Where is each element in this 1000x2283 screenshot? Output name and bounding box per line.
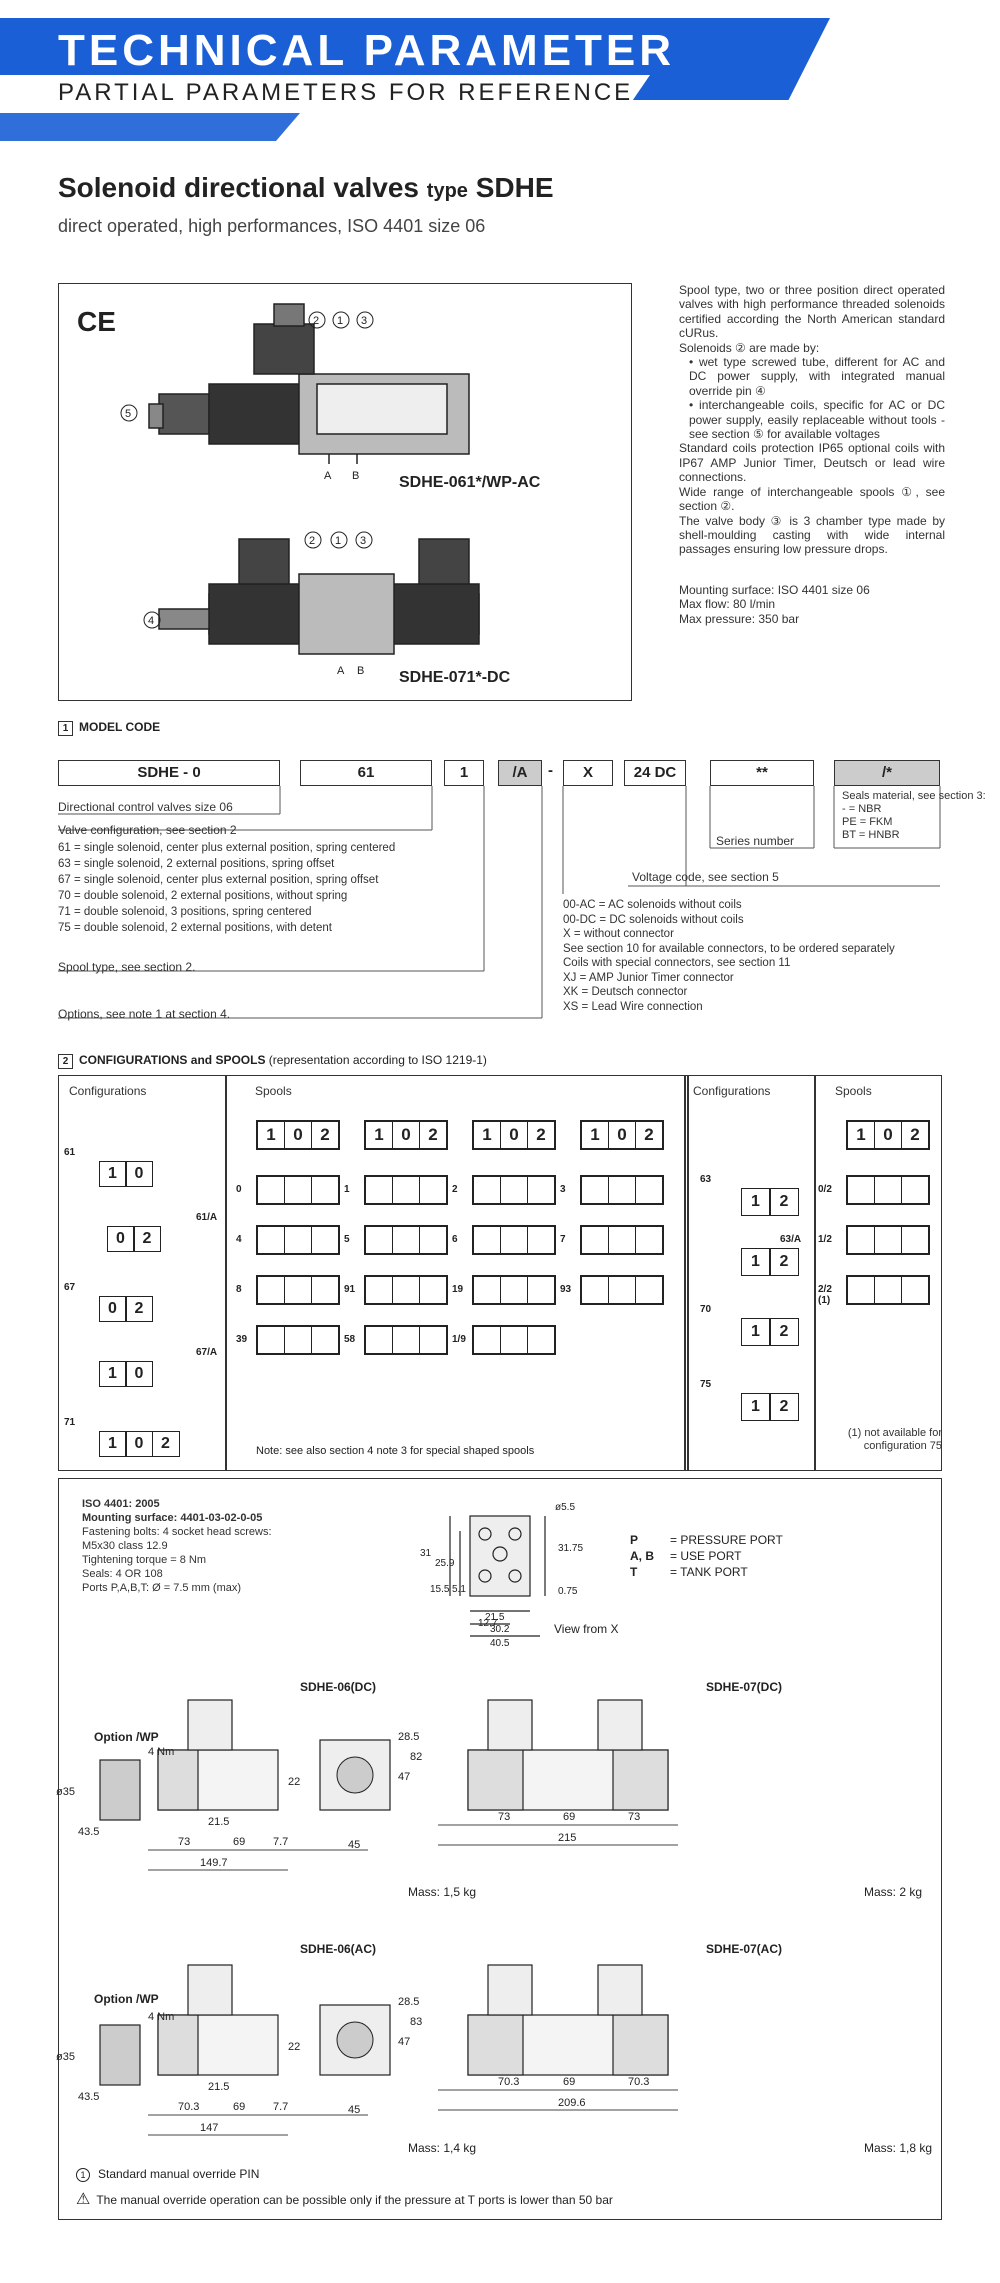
dimension-value: 73 <box>628 1811 641 1823</box>
spool-symbol <box>472 1225 556 1255</box>
drawing-outline <box>613 2015 668 2075</box>
svg-text:A: A <box>337 665 345 677</box>
spool-id: 4 <box>236 1234 242 1245</box>
spool-symbol <box>472 1275 556 1305</box>
dimension-value: 45 <box>348 1839 361 1851</box>
drawing-outline <box>100 2025 140 2085</box>
config-symbol <box>100 1361 153 1387</box>
code-cell-seals: /* <box>834 760 940 786</box>
spool-id: 1 <box>344 1184 350 1195</box>
config-symbol <box>742 1188 799 1216</box>
callout-2: 2 <box>313 315 320 327</box>
config-position: 2 <box>133 1226 161 1252</box>
view-from-x: View from X <box>554 1622 619 1636</box>
desc-p1: Spool type, two or three position direct operated valves with high performance threaded solenoids certified according the North American standard cURus. <box>679 283 945 341</box>
banner-shadow <box>0 113 300 141</box>
spool-id: 7 <box>560 1234 566 1245</box>
spool-symbol <box>846 1175 930 1205</box>
config-position: 2 <box>769 1318 799 1346</box>
desc-p3: Standard coils protection IP65 optional coils with IP67 AMP Junior Timer, Deutsch or lead wire connections. <box>679 441 945 485</box>
note-size: Directional control valves size 06 <box>58 800 233 814</box>
drawing-outline <box>613 1750 668 1810</box>
drawing-outline <box>468 2015 523 2075</box>
dimension-value: 73 <box>178 1836 191 1848</box>
config-position: 0 <box>125 1361 153 1387</box>
spool-symbol <box>256 1175 340 1205</box>
dimension-value: 69 <box>563 1811 576 1823</box>
figure-label-top: SDHE-061*/WP-AC <box>399 474 541 491</box>
dimension-value: 47 <box>398 1771 411 1783</box>
note-valve-config: Valve configuration, see section 2 <box>58 823 237 837</box>
desc-flow: Max flow: 80 l/min <box>679 597 776 612</box>
svg-text:3: 3 <box>360 535 367 547</box>
dimension-value: ø35 <box>56 1786 75 1798</box>
mass-06-ac: Mass: 1,4 kg <box>408 2141 477 2155</box>
code-cell-config: 61 <box>300 760 432 786</box>
col-configurations-left: Configurations <box>69 1084 147 1098</box>
svg-text:B: B <box>357 665 365 677</box>
dimension-value: ø5.5 <box>555 1502 576 1513</box>
mass-07-ac: Mass: 1,8 kg <box>864 2141 933 2155</box>
ce-mark: CE <box>77 306 116 337</box>
spool-id: 1/2 <box>818 1234 832 1245</box>
config-symbol <box>100 1296 153 1322</box>
spool-symbol <box>256 1325 340 1355</box>
dimension-value: 31 <box>420 1548 432 1559</box>
config-position: 1 <box>99 1431 127 1457</box>
dimension-value: 21.5 <box>485 1612 505 1623</box>
dimension-value: ø35 <box>56 2051 75 2063</box>
spool-id: 19 <box>452 1284 464 1295</box>
desc-mounting: Mounting surface: ISO 4401 size 06 <box>679 582 870 597</box>
dimension-value: 69 <box>233 1836 246 1848</box>
dimension-value: 21.5 <box>208 2081 230 2093</box>
spool-header-symbol: 1 0 2 <box>472 1120 556 1150</box>
svg-text:2: 2 <box>309 535 316 547</box>
config-position: 1 <box>741 1318 771 1346</box>
spool-id: 39 <box>236 1334 248 1345</box>
dimension-value: 209.6 <box>558 2097 586 2109</box>
dimension-value: 43.5 <box>78 1826 100 1838</box>
dimension-value: 31.75 <box>558 1543 584 1554</box>
spool-header-symbol: 1 0 2 <box>846 1120 930 1150</box>
svg-text:B: B <box>352 470 360 482</box>
col-spools-left: Spools <box>255 1084 292 1098</box>
config-symbol <box>100 1161 153 1187</box>
config-symbol <box>742 1318 799 1346</box>
dimension-value: 25.9 <box>435 1558 455 1569</box>
svg-text:1: 1 <box>335 535 342 547</box>
desc-p2: Solenoids ② are made by: <box>679 340 820 355</box>
callout-1: 1 <box>337 315 344 327</box>
spool-header-symbol: 1 0 2 <box>364 1120 448 1150</box>
config-position: 0 <box>125 1431 153 1457</box>
col-configurations-right: Configurations <box>693 1084 771 1098</box>
dimension-value: 82 <box>410 1751 423 1763</box>
dimension-value: 5.1 <box>452 1584 466 1595</box>
spool-symbol <box>580 1175 664 1205</box>
drawing-outline <box>158 2015 198 2075</box>
spool-id: 93 <box>560 1284 572 1295</box>
dimension-value: 15.5 <box>430 1584 450 1595</box>
dimension-value: 149.7 <box>200 1857 228 1869</box>
spool-header-symbol: 1 0 2 <box>256 1120 340 1150</box>
mass-06-dc: Mass: 1,5 kg <box>408 1885 477 1899</box>
dimension-value: 4 Nm <box>148 1746 175 1758</box>
config-label: 61/A <box>196 1212 218 1223</box>
config-label: 67 <box>64 1282 76 1293</box>
dimension-value: 4 Nm <box>148 2011 175 2023</box>
spool-symbol <box>256 1275 340 1305</box>
desc-p4: Wide range of interchangeable spools ①, see section ②. <box>679 484 945 514</box>
option-wp-dc: Option /WP <box>94 1730 159 1744</box>
page-subtitle: direct operated, high performances, ISO 4401 size 06 <box>58 216 486 236</box>
config-position: 1 <box>741 1188 771 1216</box>
config-symbol <box>100 1431 180 1457</box>
spool-id: 3 <box>560 1184 566 1195</box>
code-cell-options: /A <box>498 760 542 786</box>
spool-symbol <box>256 1225 340 1255</box>
config-position: 2 <box>769 1248 799 1276</box>
svg-text:A: A <box>324 470 332 482</box>
spool-id: 1/9 <box>452 1334 466 1345</box>
connector-notes: 00-AC = AC solenoids without coils 00-DC = DC solenoids without coils X = without connector See section 10 for available connectors, to be ordered separately Coils with special connectors, see section 11 XJ = AMP Junior Timer connector XK = Deutsch connector XS = Lead Wire connection <box>563 899 895 1013</box>
config-position: 2 <box>125 1296 153 1322</box>
drawing-outline <box>488 1965 532 2015</box>
spools-footnote: (1) not available for configuration 75 <box>847 1427 942 1452</box>
config-label: 61 <box>64 1147 76 1158</box>
title-sdhe07-ac: SDHE-07(AC) <box>706 1942 783 1956</box>
config-label: 67/A <box>196 1347 218 1358</box>
legend-warning: ⚠ The manual override operation can be possible only if the pressure at T ports is lower than 50 bar <box>76 2191 613 2208</box>
config-heading: 2 CONFIGURATIONS and SPOOLS (representation according to ISO 1219-1) <box>58 1053 487 1069</box>
spool-id: 0/2 <box>818 1184 832 1195</box>
spool-header-symbol: 1 0 2 <box>580 1120 664 1150</box>
note-voltage: Voltage code, see section 5 <box>632 870 779 884</box>
dimension-value: 47 <box>398 2036 411 2048</box>
config-position: 1 <box>99 1361 127 1387</box>
dimension-value: 69 <box>233 2101 246 2113</box>
dimension-value: 0.75 <box>558 1586 578 1597</box>
dimension-value: 70.3 <box>498 2076 520 2088</box>
drawing-outline <box>598 1965 642 2015</box>
drawing-outline <box>468 1750 523 1810</box>
dimension-value: 21.5 <box>208 1816 230 1828</box>
callout-4: 4 <box>148 615 155 627</box>
model-code-heading: 1 MODEL CODE <box>58 720 160 736</box>
banner-title: TECHNICAL PARAMETER <box>58 26 676 75</box>
dimension-value: 147 <box>200 2122 219 2134</box>
desc-pressure: Max pressure: 350 bar <box>679 611 800 626</box>
dimension-value: 73 <box>498 1811 511 1823</box>
spool-id: 58 <box>344 1334 356 1345</box>
config-label: 63/A <box>780 1234 802 1245</box>
config-position: 1 <box>99 1161 127 1187</box>
drawing-outline <box>488 1700 532 1750</box>
config-label: 63 <box>700 1174 712 1185</box>
config-label: 70 <box>700 1304 712 1315</box>
col-spools-right: Spools <box>835 1084 872 1098</box>
desc-bullet1: • wet type screwed tube, different for AC and DC power supply, with integrated manual override pin ④ <box>689 355 945 398</box>
dimension-value: 28.5 <box>398 1731 420 1743</box>
code-cell-spool: 1 <box>444 760 484 786</box>
dimension-value: 40.5 <box>490 1638 510 1649</box>
spool-symbol <box>364 1225 448 1255</box>
title-sdhe06-ac: SDHE-06(AC) <box>300 1942 377 1956</box>
note-options: Options, see note 1 at section 4. <box>58 1007 231 1021</box>
code-cell-series: SDHE - 0 <box>58 760 280 786</box>
config-list: 61 = single solenoid, center plus external position, spring centered 63 = single solenoid, 2 external positions, spring offset 67 = single solenoid, center plus external position, spring offset 70 = double solenoid, 2 external positions, without spring 71 = double solenoid, 3 positions, spring centered 75 = double solenoid, 2 external positions, with detent <box>58 842 396 934</box>
banner-subtitle: PARTIAL PARAMETERS FOR REFERENCE <box>58 79 634 106</box>
config-position: 2 <box>769 1393 799 1421</box>
title-sdhe07-dc: SDHE-07(DC) <box>706 1680 783 1694</box>
option-wp-ac: Option /WP <box>94 1992 159 2006</box>
code-cell-series-num: ** <box>710 760 814 786</box>
code-cell-connector: X <box>563 760 613 786</box>
spool-id: 2 <box>452 1184 458 1195</box>
dimension-value: 30.2 <box>490 1624 510 1635</box>
config-position: 0 <box>99 1296 127 1322</box>
config-position: 2 <box>152 1431 180 1457</box>
config-symbol <box>108 1226 161 1252</box>
note-spool: Spool type, see section 2. <box>58 960 196 974</box>
spool-symbol <box>580 1275 664 1305</box>
figure-label-bottom: SDHE-071*-DC <box>399 669 511 686</box>
callout-5: 5 <box>125 408 132 420</box>
code-cell-voltage: 24 DC <box>624 760 686 786</box>
title-sdhe06-dc: SDHE-06(DC) <box>300 1680 377 1694</box>
spool-symbol <box>364 1275 448 1305</box>
spool-symbol <box>846 1225 930 1255</box>
spool-id: 5 <box>344 1234 350 1245</box>
config-label: 71 <box>64 1417 76 1428</box>
spool-symbol <box>580 1225 664 1255</box>
dimension-value: 7.7 <box>273 2101 289 2113</box>
spool-id: 6 <box>452 1234 458 1245</box>
dimension-value: 215 <box>558 1832 577 1844</box>
dimension-value: 7.7 <box>273 1836 289 1848</box>
config-position: 2 <box>769 1188 799 1216</box>
dimension-value: 70.3 <box>628 2076 650 2088</box>
drawing-outline <box>158 1750 198 1810</box>
page-title: Solenoid directional valves type SDHE <box>58 172 554 203</box>
config-symbol <box>742 1248 799 1276</box>
code-dash: - <box>548 762 553 779</box>
config-position: 1 <box>741 1393 771 1421</box>
drawing-outline <box>100 1760 140 1820</box>
spool-id: 0 <box>236 1184 242 1195</box>
dimension-value: 45 <box>348 2104 361 2116</box>
iso-specs: ISO 4401: 2005 Mounting surface: 4401-03-02-0-05 Fastening bolts: 4 socket head screws: M5x30 class 12.9 Tightening torque = 8 Nm Seals: 4 OR 108 Ports P,A,B,T: Ø = 7.5 mm (max) <box>82 1498 272 1594</box>
drawing-outline <box>337 1757 373 1793</box>
desc-bullet2: • interchangeable coils, specific for AC or DC power supply, easily replaceable without tools - see section ⑤ for available voltages <box>689 398 945 442</box>
spools-note: Note: see also section 4 note 3 for special shaped spools <box>256 1445 535 1457</box>
mass-07-dc: Mass: 2 kg <box>864 1885 923 1899</box>
config-symbol <box>742 1393 799 1421</box>
warning-icon: ⚠ <box>76 2191 91 2208</box>
config-position: 1 <box>741 1248 771 1276</box>
spool-id: 91 <box>344 1284 356 1295</box>
note-series: Series number <box>716 834 795 848</box>
spool-symbol <box>364 1175 448 1205</box>
valve-figure-box <box>58 283 632 701</box>
legend-override: 1 Standard manual override PIN <box>76 2167 259 2182</box>
dimension-value: 43.5 <box>78 2091 100 2103</box>
dimension-value: 83 <box>410 2016 423 2028</box>
dimension-value: 70.3 <box>178 2101 200 2113</box>
mounting-surface-drawing <box>390 1496 620 1666</box>
description-text <box>679 283 945 626</box>
dimension-value: 22 <box>288 2041 301 2053</box>
spool-symbol <box>846 1275 930 1305</box>
dimension-value: 22 <box>288 1776 301 1788</box>
dimension-value: 12.7 <box>478 1618 498 1629</box>
spool-symbol <box>472 1175 556 1205</box>
spool-symbol <box>472 1325 556 1355</box>
drawing-outline <box>337 2022 373 2058</box>
drawing-outline <box>598 1700 642 1750</box>
spool-symbol <box>364 1325 448 1355</box>
config-label: 75 <box>700 1379 712 1390</box>
dimension-value: 28.5 <box>398 1996 420 2008</box>
drawing-outline <box>188 1700 232 1750</box>
valve-cutaway-drawings <box>59 284 631 700</box>
dimension-drawings <box>58 1700 942 2180</box>
spool-id: 2/2 (1) <box>818 1284 832 1306</box>
desc-p5: The valve body ③ is 3 chamber type made by shell-moulding casting with wide internal passages ensuring low pressure drops. <box>679 513 945 557</box>
drawing-outline <box>188 1965 232 2015</box>
port-legend: P = PRESSURE PORT A, B = USE PORT T = TANK PORT <box>630 1533 783 1579</box>
seals-notes: Seals material, see section 3: - = NBR PE = FKM BT = HNBR <box>842 790 986 841</box>
dimension-value: 69 <box>563 2076 576 2088</box>
spool-id: 8 <box>236 1284 242 1295</box>
config-position: 0 <box>125 1161 153 1187</box>
config-position: 0 <box>107 1226 135 1252</box>
callout-3: 3 <box>361 315 368 327</box>
